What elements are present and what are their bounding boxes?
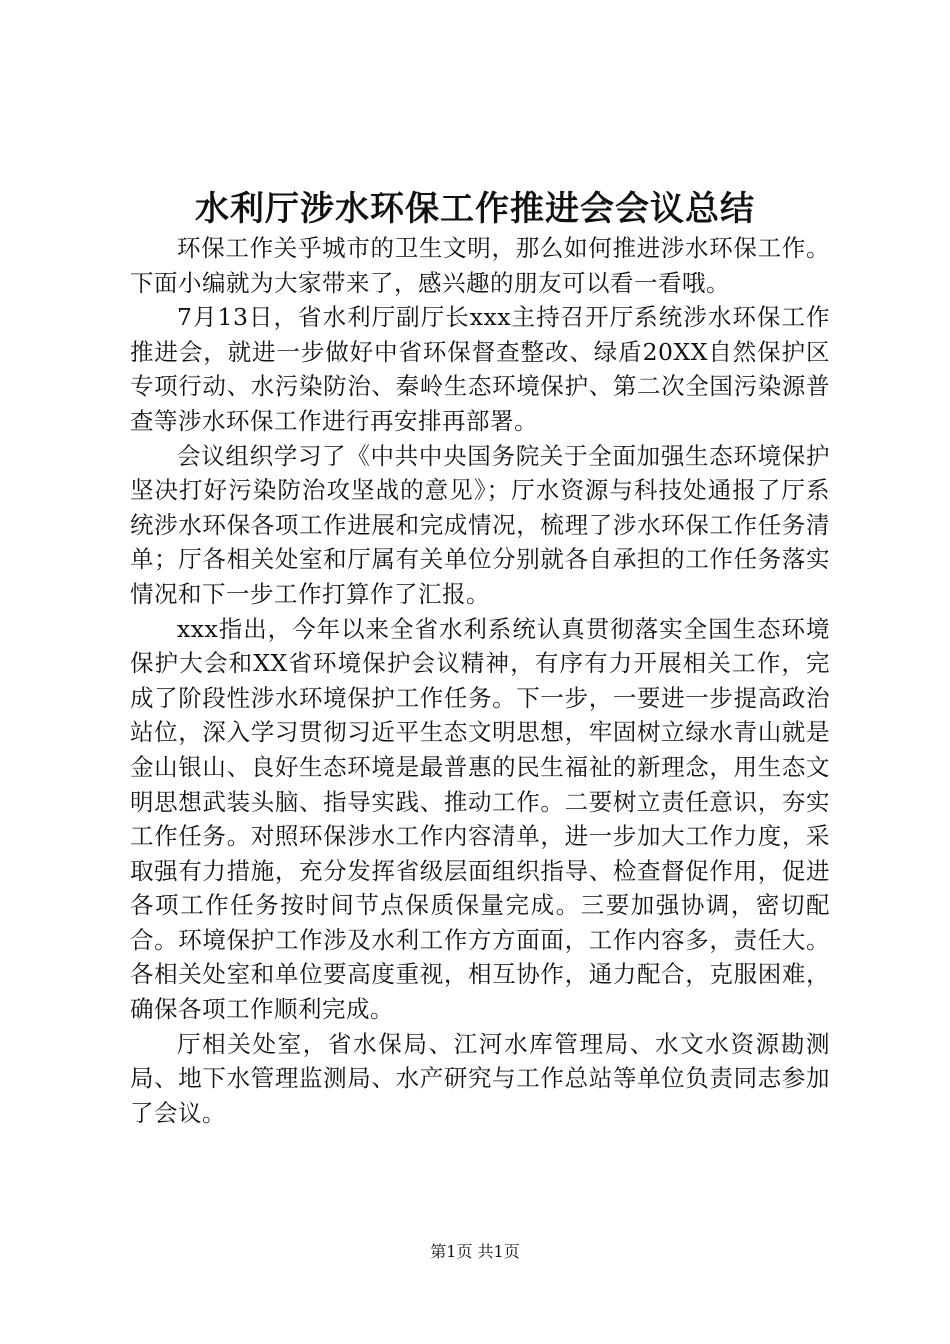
- paragraph-remarks: xxx指出，今年以来全省水利系统认真贯彻落实全国生态环境保护大会和XX省环境保护会议精神，有序有力开展相关工作，完成了阶段性涉水环境保护工作任务。下一步，一要进一步提高政治站位，深入学习贯彻习近平生态文明思想，牢固树立绿水青山就是金山银山、良好生态环境是最普惠的民生福祉的新理念，用生态文明思想武装头脑、指导实践、推动工作。二要树立责任意识，夯实工作任务。对照环保涉水工作内容清单，进一步加大工作力度，采取强有力措施，充分发挥省级层面组织指导、检查督促作用，促进各项工作任务按时间节点保质保量完成。三要加强协调，密切配合。环境保护工作涉及水利工作方方面面，工作内容多，责任大。各相关处室和单位要高度重视，相互协作，通力配合，克服困难，确保各项工作顺利完成。: [130, 614, 830, 1024]
- paragraph-study: 会议组织学习了《中共中央国务院关于全面加强生态环境保护坚决打好污染防治攻坚战的意见》；厅水资源与科技处通报了厅系统涉水环保各项工作进展和完成情况，梳理了涉水环保工作任务清单；厅各相关处室和厅属有关单位分别就各自承担的工作任务落实情况和下一步工作打算作了汇报。: [130, 441, 830, 608]
- paragraph-intro: 环保工作关乎城市的卫生文明，那么如何推进涉水环保工作。下面小编就为大家带来了，感兴趣的朋友可以看一看哦。: [130, 234, 830, 297]
- paragraph-attendees: 厅相关处室，省水保局、江河水库管理局、水文水资源勘测局、地下水管理监测局、水产研究与工作总站等单位负责同志参加了会议。: [130, 1029, 830, 1127]
- document-title: 水利厅涉水环保工作推进会会议总结: [195, 189, 755, 229]
- page-footer: 第1页 共1页: [430, 1242, 520, 1261]
- paragraph-meeting: 7月13日，省水利厅副厅长xxx主持召开厅系统涉水环保工作推进会，就进一步做好中省环保督查整改、绿盾20XX自然保护区专项行动、水污染防治、秦岭生态环境保护、第二次全国污染源普查等涉水环保工作进行再安排再部署。: [130, 303, 830, 435]
- document-body: [130, 231, 830, 1130]
